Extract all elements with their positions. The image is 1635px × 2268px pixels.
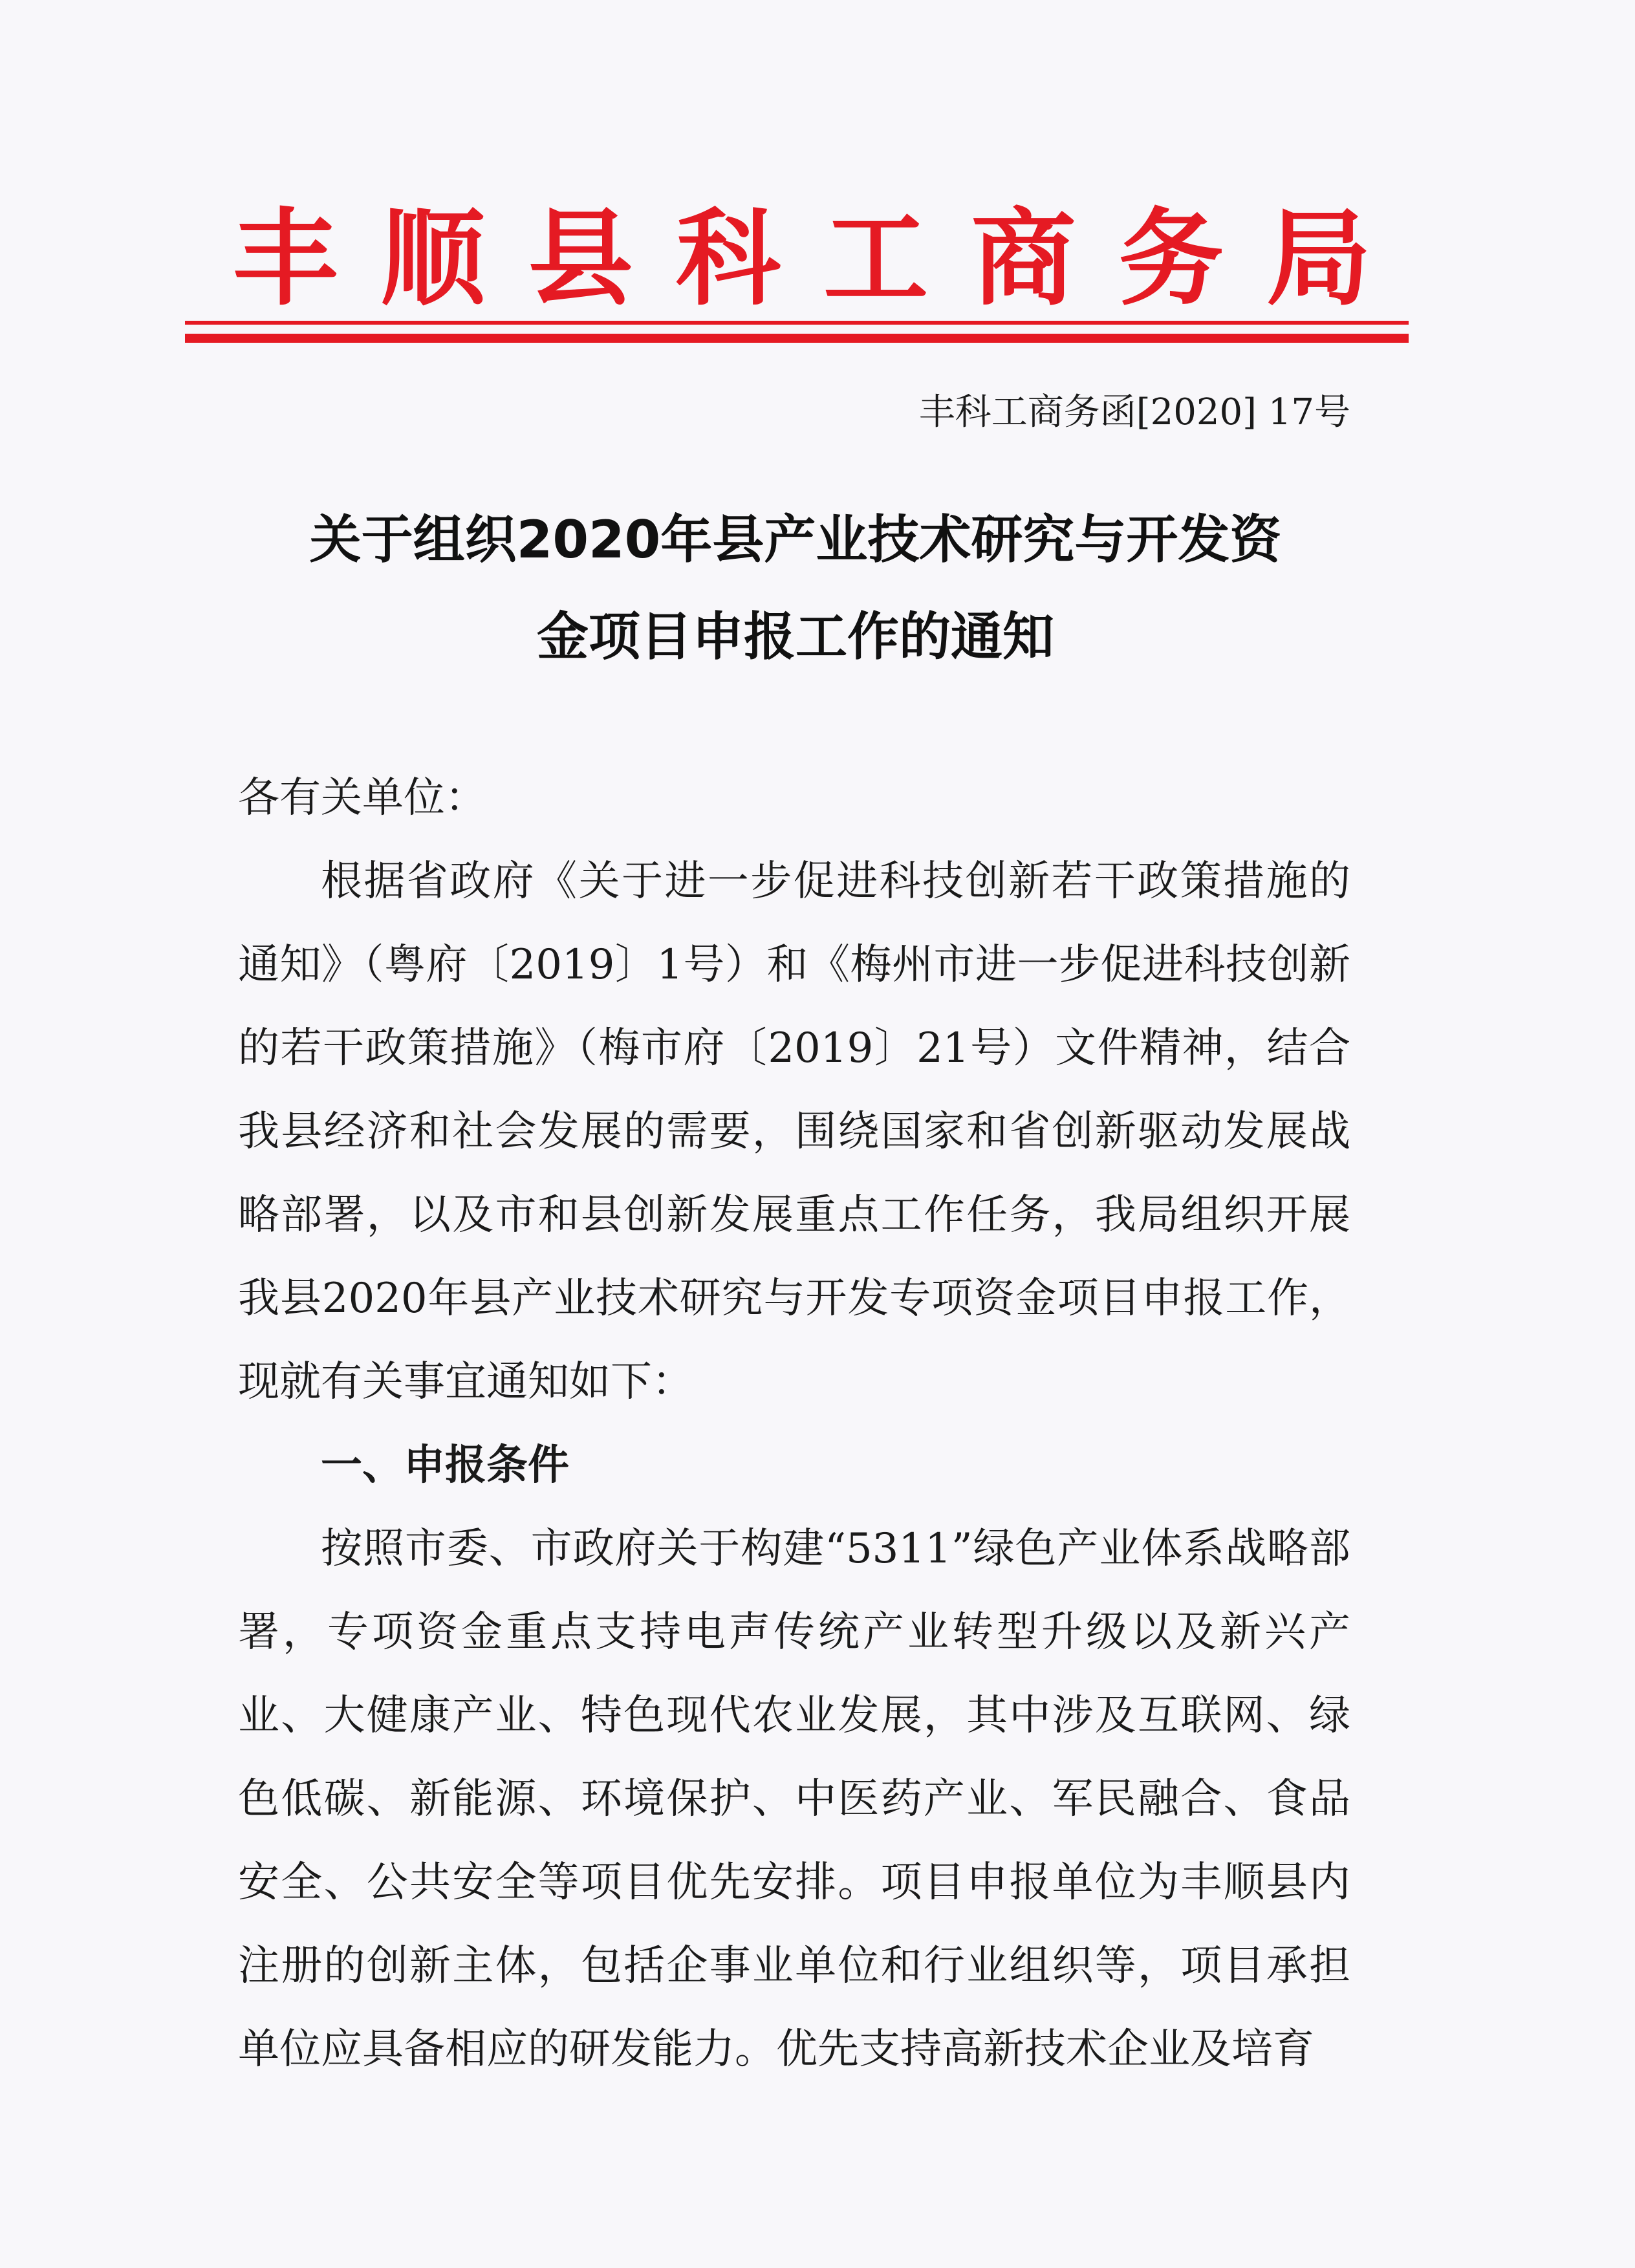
header-rule-thin xyxy=(185,321,1409,325)
header-rule-thick xyxy=(185,334,1409,343)
section-heading: 一、申报条件 xyxy=(321,1442,569,1489)
body-paragraph: 根据省政府《关于进一步促进科技创新若干政策措施的通知》（粤府〔2019〕1号）和《梅州市进一步促进科技创新的若干政策措施》（梅市府〔2019〕21号）文件精神，结合我县经济和社会发展的需要，围绕国家和省创新驱动发展战略部署，以及市和县创新发展重点工作任务，我局组织开展我县2020年县产业技术研究与开发专项资金项目申报工作，现就有关事宜通知如下： xyxy=(238,858,1350,1406)
document-number: 丰科工商务函[2020] 17号 xyxy=(918,391,1350,433)
header-char: 顺 xyxy=(380,197,486,320)
header-char: 县 xyxy=(528,197,633,320)
header-char: 丰 xyxy=(233,197,338,320)
header-char: 科 xyxy=(675,197,781,320)
document-title xyxy=(194,491,1397,686)
title-line-2: 金项目申报工作的通知 xyxy=(537,607,1054,667)
header-char: 局 xyxy=(1266,197,1371,320)
header-char: 商 xyxy=(971,197,1076,320)
title-line-1: 关于组织2020年县产业技术研究与开发资 xyxy=(309,510,1282,570)
salutation: 各有关单位： xyxy=(238,774,486,822)
header-char: 务 xyxy=(1118,197,1224,320)
body-paragraph: 按照市委、市政府关于构建“5311”绿色产业体系战略部署，专项资金重点支持电声传统产业转型升级以及新兴产业、大健康产业、特色现代农业发展，其中涉及互联网、绿色低碳、新能源、环境保护、中医药产业、军民融合、食品安全、公共安全等项目优先安排。项目申报单位为丰顺县内注册的创新主体，包括企事业单位和行业组织等，项目承担单位应具备相应的研发能力。优先支持高新技术企业及培育 xyxy=(238,1525,1350,2073)
document-body xyxy=(238,757,1350,2091)
header-char: 工 xyxy=(823,197,929,320)
issuing-organization-header xyxy=(233,194,1371,323)
